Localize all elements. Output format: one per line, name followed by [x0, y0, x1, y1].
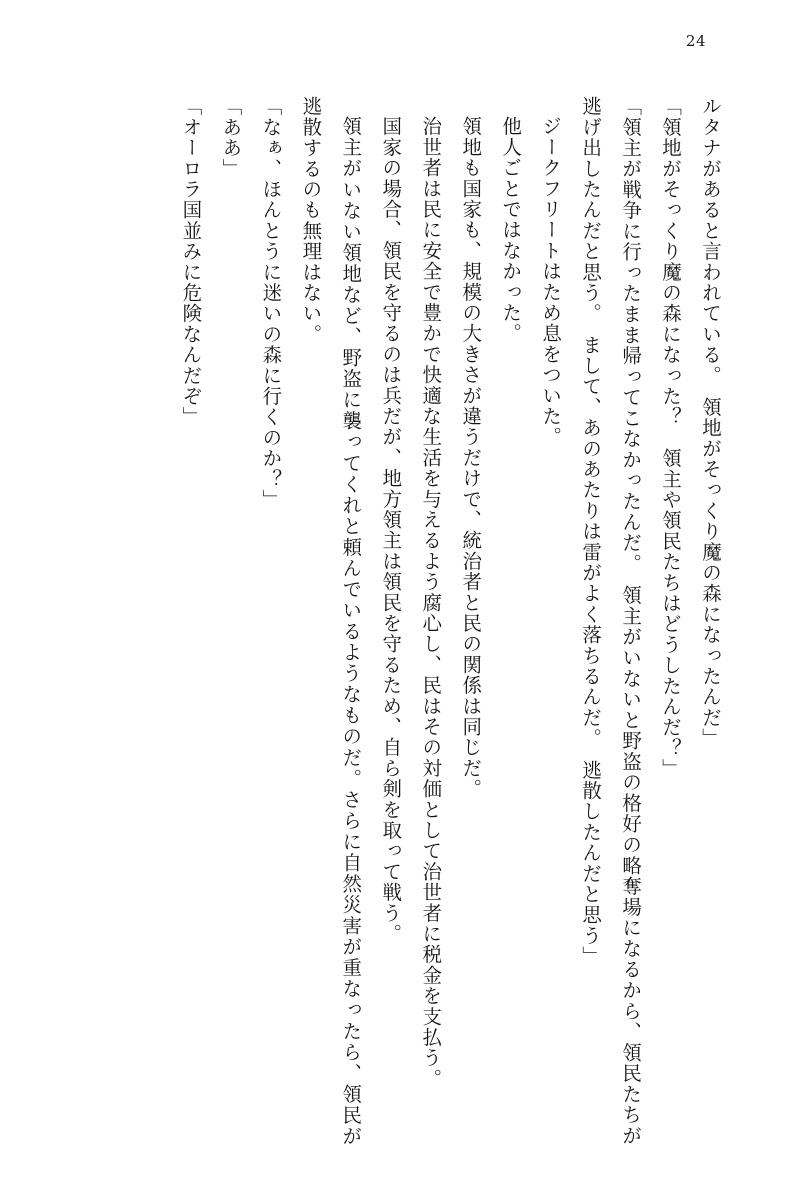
paragraph: 「領地がそっくり魔の森になった？ 領主や領民たちはどうしたんだ？」 [659, 96, 683, 780]
paragraph: 領主がいない領地など、野盗に襲ってくれと頼んでいるようなものだ。さらに自然災害が重なったら、領民が逃散するのも無理はない。 [299, 96, 363, 1146]
paragraph: 領地も国家も、規模の大きさが違うだけで、統治者と民の関係は同じだ。 [459, 115, 483, 799]
paragraph: ルタナがあると言われている。 領地がそっくり魔の森になったんだ」 [699, 96, 722, 749]
paragraph: 「ああ」 [219, 96, 243, 179]
page-body-text [62, 96, 730, 1146]
paragraph: 他人ごとではなかった。 [499, 115, 523, 344]
paragraph: ジークフリートはため息をついた。 [539, 115, 563, 447]
paragraph: 治世者は民に安全で豊かで快適な生活を与えるよう腐心し、民はその対価として治世者に税金を支払う。 [419, 115, 443, 1089]
paragraph: 「領主が戦争に行ったまま帰ってこなかったんだ。 領主がいないと野盗の格好の略奪場になるから、領民たちが逃げ出したんだと思う。 まして、あのあたりは雷がよく落ちるんだ。 逃散したんだと思う」 [579, 96, 643, 1146]
paragraph: 「オーロラ国並みに危険なんだぞ」 [179, 96, 203, 428]
page-number: 24 [685, 32, 706, 50]
paragraph: 「なぁ、ほんとうに迷いの森に行くのか？」 [259, 96, 283, 510]
paragraph: 国家の場合、領民を守るのは兵だが、地方領主は領民を守るため、自ら剣を取って戦う。 [379, 115, 403, 944]
